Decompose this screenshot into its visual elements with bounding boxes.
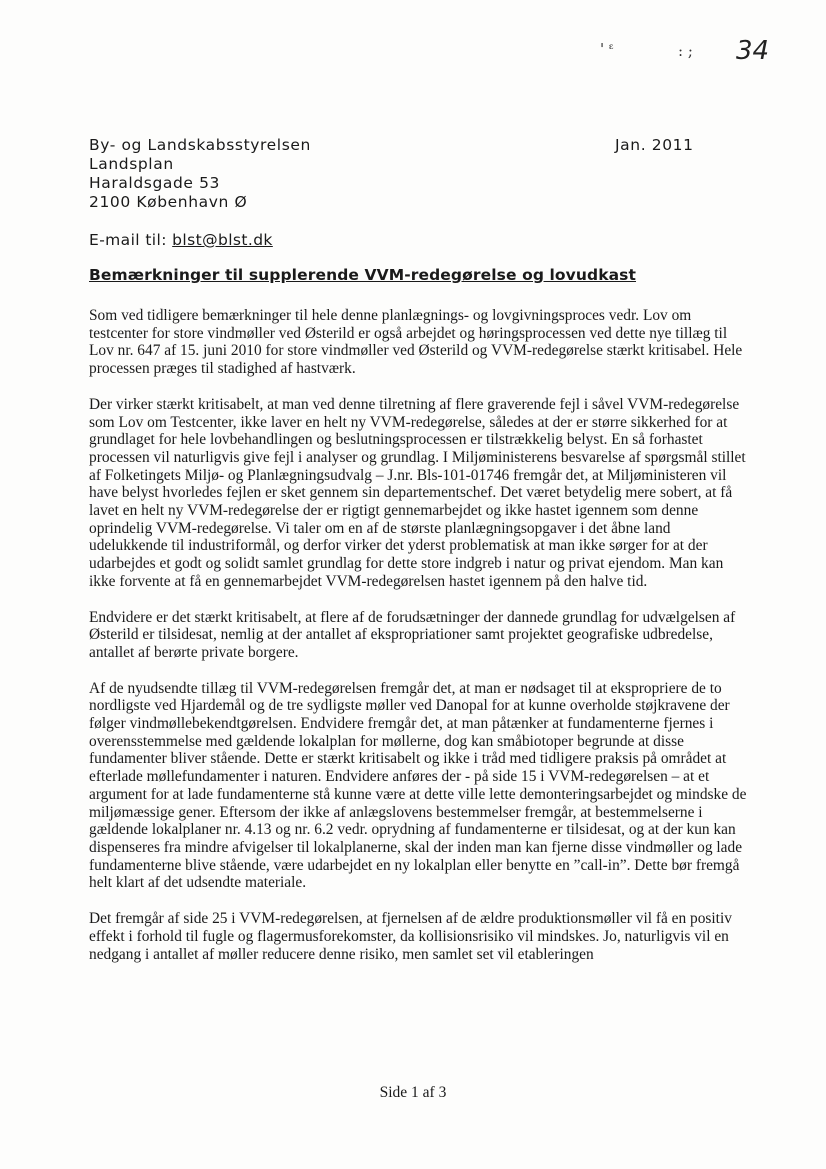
recipient-name: By- og Landskabsstyrelsen (89, 136, 311, 154)
handwritten-page-number: 34 (736, 36, 770, 66)
body-paragraph: Der virker stærkt kritisabelt, at man ved denne tilretning af flere graverende fejl i såvel VVM-redegørelse som Lov om Testcenter, ikke laver en helt ny VVM-redegørelse, således at der er større sikkerhed for at grundlaget for hele lovbehandlingen og beslutningsprocessen er tilstrækkelig belyst. En så forhastet processen vil naturligvis give fejl i analyser og grundlag. I Miljøministerens besvarelse af spørgsmål stillet af Folketingets Miljø- og Planlægningsudvalg – J.nr. Bls-101-01746 fremgår det, at Miljøministeren vil have belyst hvorledes fejlen er sket gennem sin departementschef. Det været betydelig mere sobert, at få lavet en helt ny VVM-redegørelse der er rigtigt gennemarbejdet og ikke hastet igennem som denne oprindelig VVM-redegørelse. Vi taler om en af de største planlægningsopgaver i det åbne land udelukkende til industriformål, og derfor virker det yderst problematisk at man ikke sørger for at der udarbejdes et godt og solidt samlet grundlag for dette store indgreb i natur og privat ejendom. Man kan ikke forvente at få en gennemarbejdet VVM-redegørelsen hastet igennem på den halve tid. (89, 395, 746, 590)
email-link[interactable]: blst@blst.dk (172, 231, 273, 249)
letter-date: Jan. 2011 (615, 136, 694, 154)
page-footer: Side 1 af 3 (379, 1084, 447, 1101)
body-paragraph: Som ved tidligere bemærkninger til hele denne planlægnings- og lovgivningsproces vedr. Lov om testcenter for store vindmøller ved Østerild er også arbejdet og høringsprocessen ved dette nye tillæg til Lov nr. 647 af 15. juni 2010 for store vindmøller ved Østerild og VVM-redegørelse stærkt kritisabel. Hele processen præges til stadighed af hastværk. (89, 307, 743, 378)
recipient-street: Haraldsgade 53 (89, 174, 221, 192)
letter-body (89, 307, 749, 981)
body-paragraph: Af de nyudsendte tillæg til VVM-redegørelsen fremgår det, at man er nødsaget til at ekspropriere de to nordligste ved Hjardemål og de tre sydligste møller ved Danopal for at kunne overholde støjkravene der følger vindmøllebekendtgørelsen. Endvidere fremgår det, at man påtænker at fundamenterne fjernes i overensstemmelse med gældende lokalplan for møllerne, dog kan småbiotoper begrunde at disse fundamenter bliver stående. Dette er stærkt kritisabelt og ikke i tråd med tidligere praksis på området at efterlade møllefundamenter i naturen. Endvidere anføres der - på side 15 i VVM-redegørelsen – at et argument for at lade fundamenterne stå kunne være at dette ville lette demonteringsarbejdet og mindske de miljømæssige gener. Eftersom der ikke af anlægslovens bestemmelser fremgår, at bestemmelserne i gældende lokalplaner nr. 4.13 og nr. 6.2 vedr. oprydning af fundamenterne er tilsidesat, og at der kun kan dispenseres fra mindre afvigelser til lokalplanerne, skal der inden man kan fjerne disse vindmøller og lade fundamenterne blive stående, være udarbejdet en ny lokalplan eller benytte en ”call-in”. Dette bør fremgå helt klart af det udsendte materiale. (89, 679, 747, 892)
body-paragraph: Endvidere er det stærkt kritisabelt, at flere af de forudsætninger der dannede grundlag for udvælgelsen af Østerild er tilsidesat, nemlig at der antallet af ekspropriationer samt projektet geografiske udbredelse, antallet af berørte private borgere. (89, 608, 736, 661)
body-paragraph: Det fremgår af side 25 i VVM-redegørelsen, at fjernelsen af de ældre produktionsmøller vil få en positiv effekt i forhold til fugle og flagermusforekomster, da kollisionsrisiko vil mindskes. Jo, naturligvis vil en nedgang i antallet af møller reducere denne risiko, men samlet set vil etableringen (89, 910, 732, 963)
recipient-city: 2100 København Ø (89, 193, 248, 211)
email-line (89, 231, 273, 249)
recipient-address (89, 136, 311, 212)
handwritten-mark: ' ᵋ (600, 40, 614, 58)
email-label: E-mail til: (89, 231, 167, 249)
letter-heading: Bemærkninger til supplerende VVM-redegørelse og lovudkast (89, 266, 637, 284)
handwritten-mark: : ; (678, 42, 693, 60)
recipient-department: Landsplan (89, 155, 174, 173)
